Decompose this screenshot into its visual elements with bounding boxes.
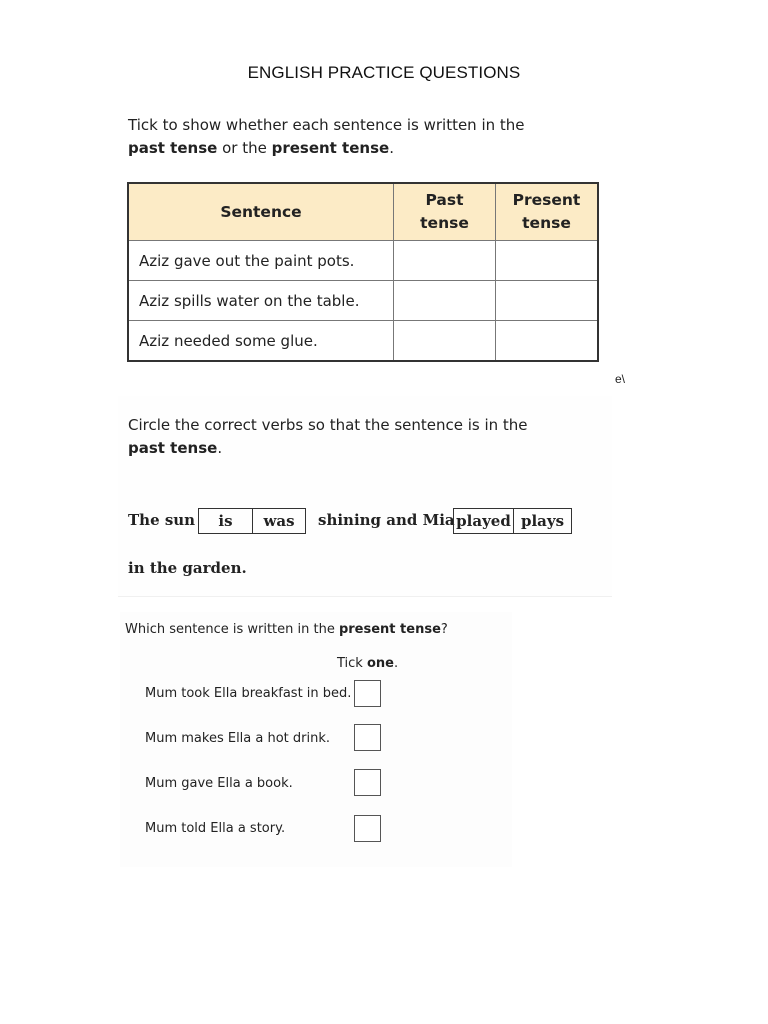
question2-period: . <box>217 439 223 457</box>
tick-bold-one: one <box>366 656 394 671</box>
verb-option-was[interactable]: was <box>252 509 305 533</box>
tick-one-instruction <box>337 656 398 671</box>
header-present-tense: Present tense <box>496 183 599 241</box>
question1-period: . <box>389 139 394 157</box>
present-tense-tick-cell[interactable] <box>496 281 599 321</box>
table-row <box>128 321 598 362</box>
question3-mark: ? <box>440 622 448 637</box>
question1-joiner: or the <box>217 139 272 157</box>
past-tense-tick-cell[interactable] <box>394 321 496 362</box>
question1-bold-past: past tense <box>128 139 218 157</box>
verb-option-is[interactable]: is <box>218 512 233 530</box>
present-tense-tick-cell[interactable] <box>496 241 599 281</box>
tick-text: Tick <box>337 656 367 671</box>
header-sentence: Sentence <box>128 183 394 241</box>
present-tense-tick-cell[interactable] <box>496 321 599 362</box>
tick-period: . <box>393 656 399 671</box>
option-tick-box[interactable] <box>354 815 381 842</box>
past-tense-tick-cell[interactable] <box>394 281 496 321</box>
sentence-middle: shining and Mia <box>318 511 455 529</box>
question2-bold-past: past tense <box>128 439 218 457</box>
table-row <box>128 281 598 321</box>
row-sentence: Aziz spills water on the table. <box>128 281 394 321</box>
option-tick-box[interactable] <box>354 769 381 796</box>
question3-text: Which sentence is written in the <box>125 622 339 637</box>
sentence-start: The sun <box>128 511 196 529</box>
table-row <box>128 241 598 281</box>
header-past-tense: Past tense <box>394 183 496 241</box>
question3-question <box>125 622 448 637</box>
option-label: Mum took Ella breakfast in bed. <box>145 686 352 701</box>
option-label: Mum gave Ella a book. <box>145 776 293 791</box>
option-label: Mum makes Ella a hot drink. <box>145 731 331 746</box>
verb-option-played[interactable]: played <box>456 512 511 530</box>
option-tick-box[interactable] <box>354 724 381 751</box>
question3-bold-present: present tense <box>338 622 441 637</box>
past-tense-tick-cell[interactable] <box>394 241 496 281</box>
verb-choice-box-1 <box>198 508 306 534</box>
option-label: Mum told Ella a story. <box>145 821 286 836</box>
row-sentence: Aziz gave out the paint pots. <box>128 241 394 281</box>
stray-mark: e\ <box>615 372 626 386</box>
sentence-end: in the garden. <box>128 559 247 577</box>
question1-bold-present: present tense <box>271 139 390 157</box>
row-sentence: Aziz needed some glue. <box>128 321 394 362</box>
question2-instruction-line1: Circle the correct verbs so that the sentence is in the <box>128 416 528 434</box>
question1-instruction <box>128 114 525 160</box>
tense-table <box>127 182 599 362</box>
verb-option-plays[interactable]: plays <box>513 509 571 533</box>
option-tick-box[interactable] <box>354 680 381 707</box>
page-title: ENGLISH PRACTICE QUESTIONS <box>247 63 521 82</box>
question1-instruction-line1: Tick to show whether each sentence is written in the <box>128 116 525 134</box>
verb-choice-box-2 <box>453 508 572 534</box>
question2-instruction <box>128 414 528 460</box>
